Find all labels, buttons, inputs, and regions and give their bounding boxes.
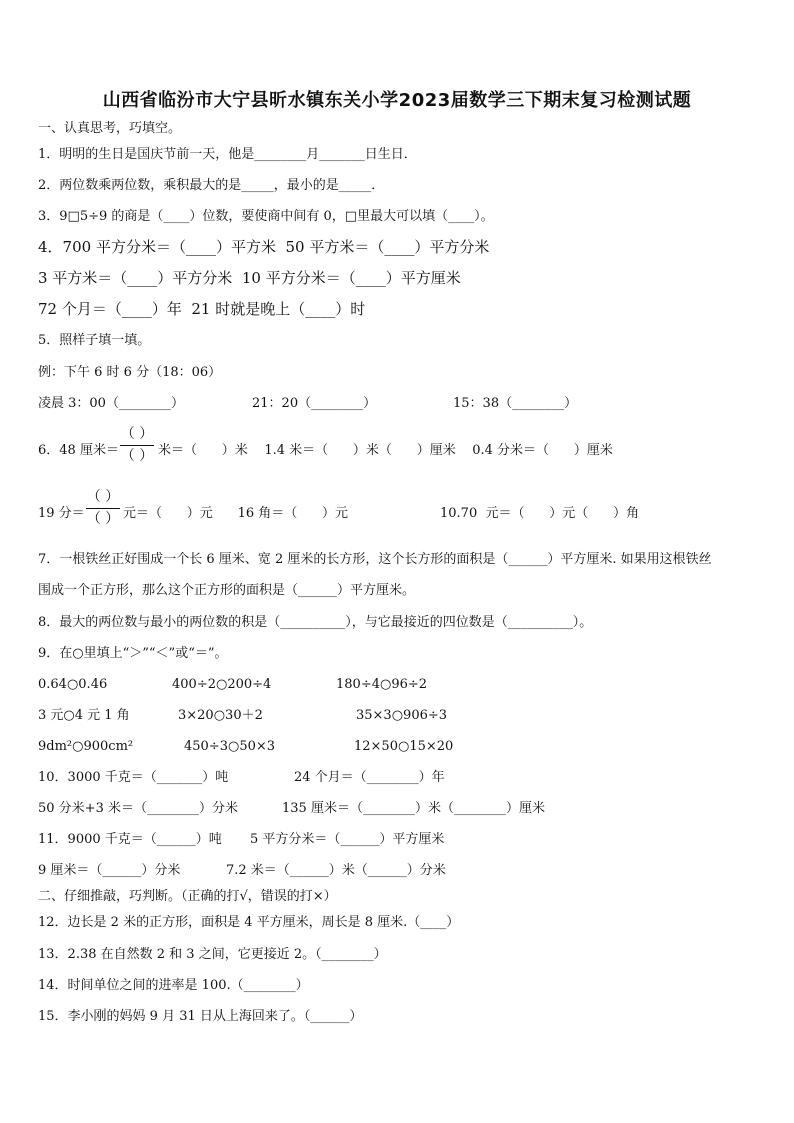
question-1: 1．明明的生日是国庆节前一天，他是________月_______日生日． [38, 147, 417, 162]
question-5-item: 21：20（________） [252, 396, 377, 411]
fraction-denominator: （ ） [86, 511, 120, 527]
question-2: 2．两位数乘两位数，乘积最大的是_____，最小的是_____． [38, 178, 385, 193]
compare-item: 3 元○4 元 1 角 [38, 708, 130, 723]
question-4-line-2: 3 平方米＝（____）平方分米 10 平方分米＝（____）平方厘米 [38, 269, 461, 287]
compare-item: 180÷4○96÷2 [336, 677, 428, 692]
compare-item: 12×50○15×20 [354, 739, 454, 754]
compare-item: 35×3○906÷3 [356, 708, 448, 723]
question-11-part: 11．9000 千克＝（______）吨 [38, 832, 222, 847]
question-6-prefix: 6．48 厘米＝ [38, 443, 119, 458]
question-10-part: 135 厘米＝（________）米（________）厘米 [282, 801, 545, 816]
question-12: 12．边长是 2 米的正方形，面积是 4 平方厘米，周长是 8 厘米.（____） [38, 915, 460, 930]
compare-item: 400÷2○200÷4 [172, 677, 272, 692]
question-7-line-2: 围成一个正方形，那么这个正方形的面积是（______）平方厘米。 [38, 583, 416, 598]
question-4-line-3: 72 个月＝（____）年 21 时就是晚上（____）时 [38, 300, 366, 318]
question-5: 5．照样子填一填。 [38, 333, 151, 348]
question-5-item: 凌晨 3：00（________） [38, 396, 184, 411]
fraction-numerator: （ ） [86, 489, 120, 505]
question-6-rest: 米＝（ ）米 1.4 米＝（ ）米（ ）厘米 0.4 分米＝（ ）厘米 [158, 443, 613, 458]
question-5-example: 例：下午 6 时 6 分（18：06） [38, 365, 222, 380]
question-4-line-1: 4．700 平方分米＝（____）平方米 50 平方米＝（____）平方分米 [38, 238, 490, 256]
compare-item: 0.64○0.46 [38, 677, 108, 692]
fraction-blank [120, 426, 154, 465]
question-11-part: 5 平方分米＝（______）平方厘米 [250, 832, 445, 847]
section-2-heading: 二、仔细推敲，巧判断。（正确的打√，错误的打×） [38, 889, 337, 904]
question-10-part: 24 个月＝（________）年 [294, 770, 445, 785]
question-8: 8．最大的两位数与最小的两位数的积是（__________），与它最接近的四位数是（__________）。 [38, 615, 593, 630]
question-11-part: 7.2 米＝（______）米（______）分米 [226, 863, 446, 878]
question-6-second-prefix: 19 分＝ [38, 506, 85, 521]
compare-item: 3×20○30＋2 [178, 708, 263, 723]
question-10-part: 50 分米+3 米＝（________）分米 [38, 801, 238, 816]
question-6-second-tail: 10.70 元＝（ ）元（ ）角 [440, 506, 640, 521]
question-9: 9．在○里填上“＞”“＜”或“＝”。 [38, 646, 228, 661]
fraction-blank [86, 489, 120, 528]
fraction-bar [86, 508, 120, 509]
compare-item: 9dm²○900cm² [38, 739, 134, 754]
question-3: 3．9□5÷9 的商是（____）位数，要使商中间有 0，□里最大可以填（____）。 [38, 209, 494, 224]
question-13: 13．2.38 在自然数 2 和 3 之间，它更接近 2。（________） [38, 947, 387, 962]
question-11-part: 9 厘米＝（______）分米 [38, 863, 181, 878]
section-1-heading: 一、认真思考，巧填空。 [38, 121, 182, 136]
page-title: 山西省临汾市大宁县昕水镇东关小学2023届数学三下期末复习检测试题 [102, 90, 692, 111]
question-14: 14．时间单位之间的进率是 100.（________） [38, 978, 309, 993]
compare-item: 450÷3○50×3 [184, 739, 276, 754]
question-10-part: 10．3000 千克＝（_______）吨 [38, 770, 229, 785]
question-5-item: 15：38（________） [453, 396, 578, 411]
fraction-denominator: （ ） [120, 448, 154, 464]
fraction-bar [120, 445, 154, 446]
question-7-line-1: 7．一根铁丝正好围成一个长 6 厘米、宽 2 厘米的长方形，这个长方形的面积是（______）平方厘米. 如果用这根铁丝 [38, 552, 712, 567]
fraction-numerator: （ ） [120, 426, 154, 442]
question-15: 15．李小刚的妈妈 9 月 31 日从上海回来了。（______） [38, 1009, 363, 1024]
question-6-second-rest: 元＝（ ）元 16 角＝（ ）元 [123, 506, 349, 521]
